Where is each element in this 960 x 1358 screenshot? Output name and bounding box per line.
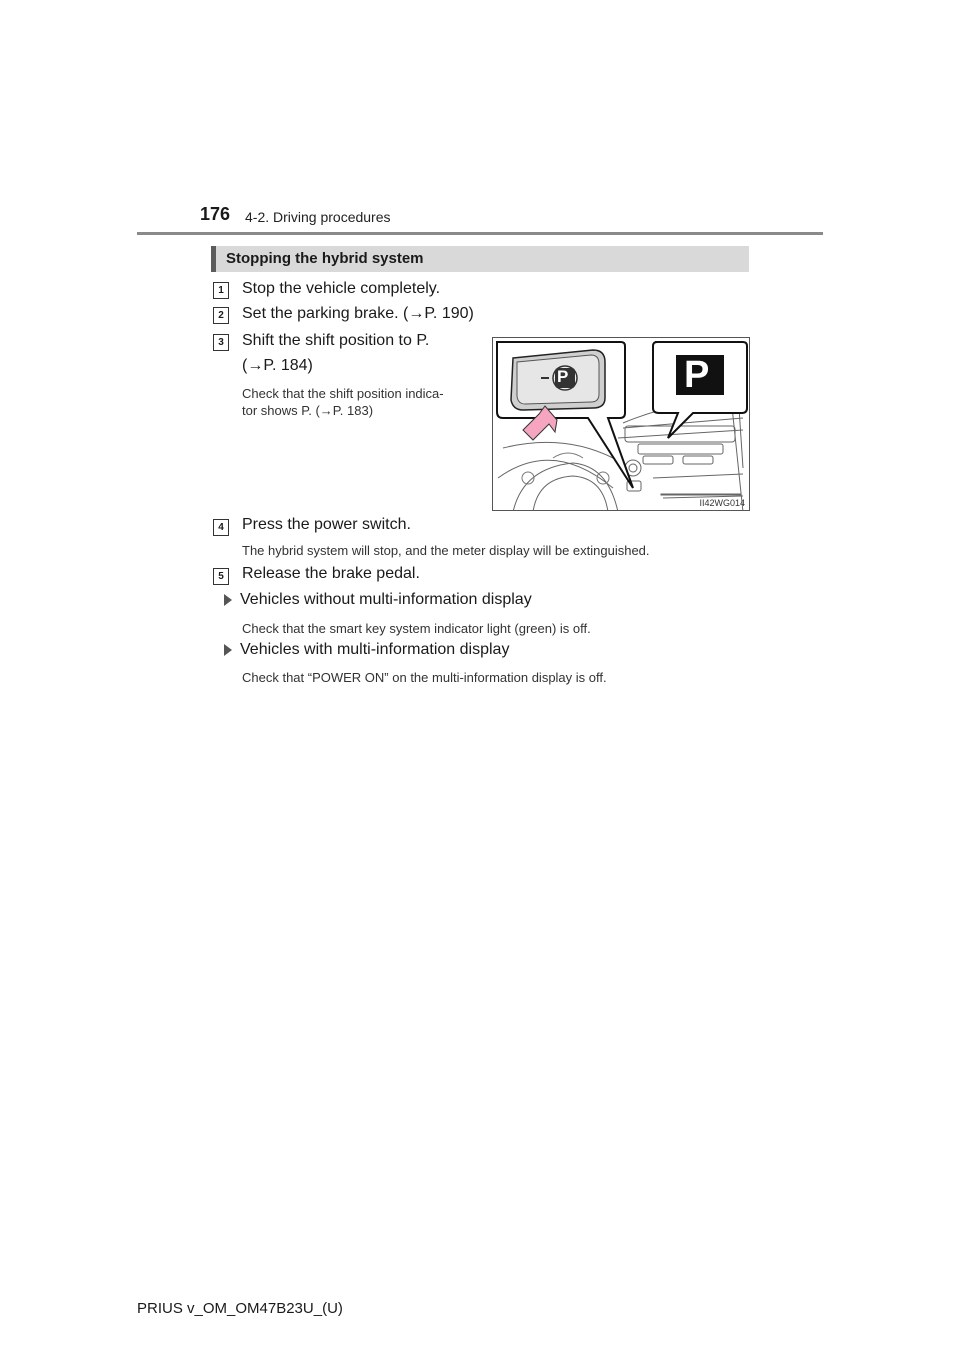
shift-button-callout (497, 342, 633, 488)
page-number: 176 (200, 204, 231, 224)
step-number-1: 1 (213, 282, 229, 299)
triangle-bullet-icon (224, 644, 232, 656)
step-text-5: Release the brake pedal. (242, 565, 420, 582)
step-number-3: 3 (213, 334, 229, 351)
variant-with-mid (224, 641, 509, 659)
variant-without-mid-label: Vehicles without multi-information display (240, 591, 532, 608)
shift-illustration (492, 337, 750, 511)
section-heading (211, 246, 749, 272)
footer-doc-code: PRIUS v_OM_OM47B23U_(U) (137, 1300, 343, 1317)
variant-without-mid-note: Check that the smart key system indicator light (green) is off. (242, 621, 591, 636)
step-number-4: 4 (213, 519, 229, 536)
step-number-2: 2 (213, 307, 229, 324)
shift-indicator-letter: P (684, 354, 710, 396)
section-title: 4-2. Driving procedures (245, 209, 391, 225)
dashboard-drawing (493, 338, 750, 511)
step-text-3a: Shift the shift position to P. (242, 332, 430, 349)
step-note-3a: Check that the shift position indica- (242, 386, 444, 401)
header-rule (137, 232, 823, 235)
triangle-bullet-icon (224, 594, 232, 606)
step-text-1: Stop the vehicle completely. (242, 280, 441, 297)
variant-with-mid-label: Vehicles with multi-information display (240, 641, 510, 658)
section-heading-text: Stopping the hybrid system (226, 250, 424, 267)
step-note-3b: tor shows P. (→P. 183) (242, 403, 374, 418)
step-note-4: The hybrid system will stop, and the meter display will be extinguished. (242, 543, 650, 558)
variant-without-mid (224, 591, 532, 609)
step-text-3b: (→P. 184) (242, 357, 313, 374)
figure-code: II42WG014 (699, 498, 745, 508)
step-text-2: Set the parking brake. (→P. 190) (242, 305, 474, 322)
step-number-5: 5 (213, 568, 229, 585)
variant-with-mid-note: Check that “POWER ON” on the multi-information display is off. (242, 670, 607, 685)
shift-button-letter: P (557, 367, 569, 386)
step-text-4: Press the power switch. (242, 516, 411, 533)
